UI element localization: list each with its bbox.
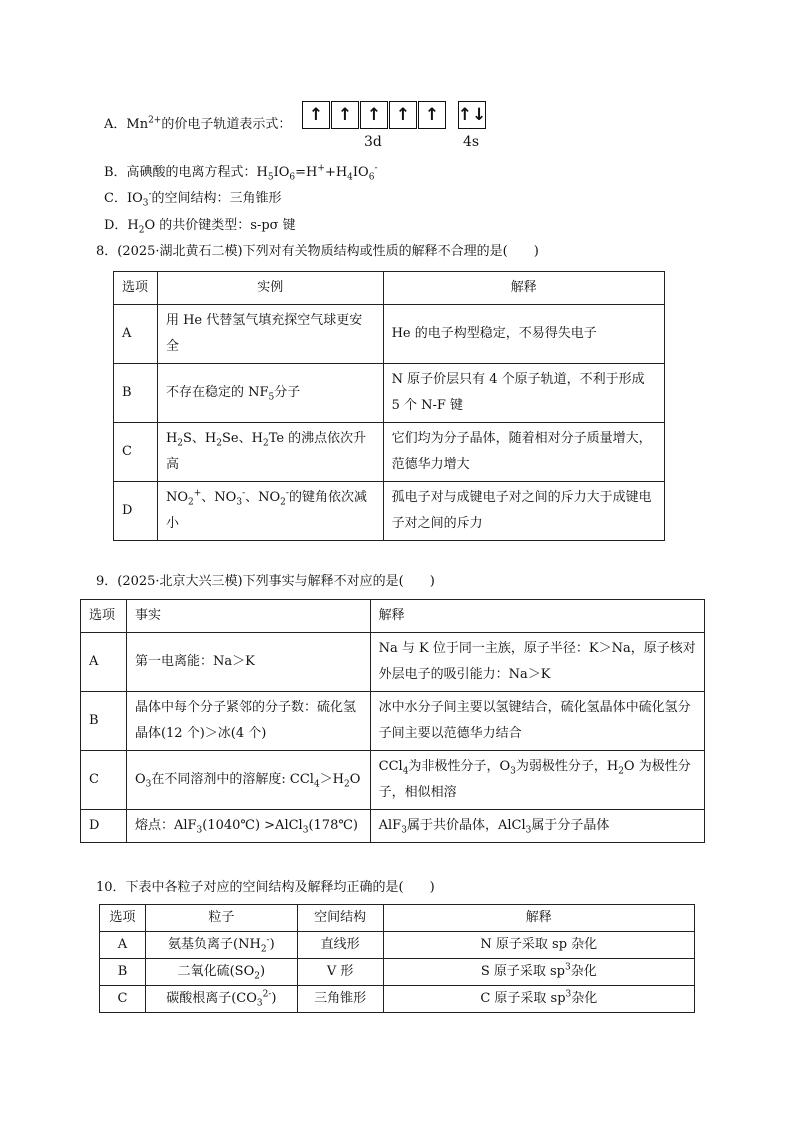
table-cell <box>157 364 383 423</box>
up-arrow-icon: ↑ <box>395 104 411 125</box>
cell-text: Te 的沸点依次升高 <box>165 431 367 472</box>
table-cell: 用 He 代替氢气填充探空气球更安全 <box>157 305 383 364</box>
table-cell: 冰中水分子间主要以氢键结合，硫化氢晶体中硫化氢分子间主要以范德华力结合 <box>370 692 704 751</box>
table-row <box>100 932 695 959</box>
table-header-row <box>100 905 695 932</box>
subscript: 2 <box>618 766 624 777</box>
orbital-box <box>302 101 330 129</box>
table-cell: A <box>81 633 127 692</box>
table-cell: 直线形 <box>297 932 383 959</box>
table-cell <box>126 810 370 843</box>
subscript: 3 <box>236 497 243 508</box>
cell-text: AlF <box>378 818 402 833</box>
table-cell: D <box>114 482 158 541</box>
option-text: 的空间结构：三角锥形 <box>151 191 282 206</box>
table-header: 选项 <box>100 905 146 932</box>
subscript: 3 <box>145 779 152 790</box>
cell-text: 氨基负离子(NH <box>168 937 261 952</box>
table-cell <box>370 810 704 843</box>
subscript: 2 <box>344 779 350 790</box>
table-cell: D <box>81 810 127 843</box>
table-cell: He 的电子构型稳定，不易得失电子 <box>383 305 664 364</box>
table-cell: A <box>114 305 158 364</box>
table-cell <box>370 751 704 810</box>
question-10-stem: 10．下表中各粒子对应的空间结构及解释均正确的是( ) <box>96 880 435 895</box>
superscript: 2+ <box>148 115 162 126</box>
subscript: 2 <box>280 497 286 508</box>
up-arrow-icon: ↑ <box>424 104 440 125</box>
table-cell: B <box>81 692 127 751</box>
table-cell <box>157 482 383 541</box>
question-8-stem: 8．(2025·湖北黄石二模)下列对有关物质结构或性质的解释不合理的是( ) <box>96 244 539 259</box>
subscript: 2 <box>138 225 145 236</box>
table-header: 空间结构 <box>297 905 383 932</box>
cell-text: 碳酸根离子(CO <box>166 991 257 1006</box>
cell-text: 分子 <box>274 385 301 400</box>
up-arrow-icon: ↑ <box>337 104 353 125</box>
subscript: 5 <box>268 392 275 403</box>
option-text: O 的共价键类型：s-pσ 键 <box>144 218 296 233</box>
table-cell <box>383 986 694 1013</box>
cell-text: 属于分子晶体 <box>531 818 610 833</box>
subscript: 2 <box>260 944 267 955</box>
subscript: 3 <box>302 825 309 836</box>
table-row <box>81 810 705 843</box>
subscript: 4 <box>313 779 320 790</box>
cell-text: 为弱极性分子，H <box>515 759 619 774</box>
cell-text: NO <box>165 490 188 505</box>
table-cell: B <box>114 364 158 423</box>
option-text: D．H <box>104 218 139 233</box>
table-cell <box>126 751 370 810</box>
table-cell <box>145 932 297 959</box>
option-7a <box>104 116 291 134</box>
table-header: 实例 <box>157 272 383 305</box>
orbital-box <box>389 101 417 129</box>
cell-text: (178℃) <box>308 818 358 833</box>
option-text: C．IO <box>104 191 143 206</box>
option-text: 的价电子轨道表示式： <box>161 117 292 132</box>
superscript: - <box>148 189 152 200</box>
cell-text: ) <box>259 964 266 979</box>
cell-text: 杂化 <box>571 991 598 1006</box>
table-cell <box>157 423 383 482</box>
cell-text: ) <box>271 991 277 1006</box>
subscript: 3 <box>142 198 149 209</box>
option-text: IO <box>273 165 290 180</box>
cell-text: 在不同溶剂中的溶解度: CCl <box>151 772 314 787</box>
table-header: 选项 <box>114 272 158 305</box>
table-cell: Na 与 K 位于同一主族，原子半径：K＞Na，原子核对外层电子的吸引能力：Na＞K <box>370 633 704 692</box>
option-text: IO <box>352 165 369 180</box>
superscript: - <box>242 488 246 499</box>
table-header: 解释 <box>383 905 694 932</box>
subscript: 3 <box>525 825 532 836</box>
table-row <box>114 305 665 364</box>
cell-text: ) <box>269 937 275 952</box>
cell-text: 熔点：AlF <box>134 818 197 833</box>
table-cell <box>145 986 297 1013</box>
option-text: B．高碘酸的电离方程式：H <box>104 165 268 180</box>
cell-text: O 为极性分子，相似相溶 <box>378 759 691 800</box>
cell-text: C 原子采取 sp <box>480 991 566 1006</box>
question-8-table <box>113 271 665 541</box>
superscript: 3 <box>565 962 571 973</box>
subscript: 3 <box>196 825 203 836</box>
subscript: 2 <box>262 438 269 449</box>
cell-text: H <box>165 431 178 446</box>
up-arrow-icon: ↑ <box>308 104 324 125</box>
table-cell: N 原子价层只有 4 个原子轨道，不利于形成 5 个 N-F 键 <box>383 364 664 423</box>
subscript: 6 <box>368 172 375 183</box>
cell-text: 、NO <box>201 490 237 505</box>
table-header-row <box>81 600 705 633</box>
cell-text: N 原子采取 sp 杂化 <box>480 937 598 952</box>
option-text: +H <box>324 165 348 180</box>
table-row <box>100 986 695 1013</box>
table-header: 解释 <box>383 272 664 305</box>
table-cell: 晶体中每个分子紧邻的分子数：硫化氢晶体(12 个)＞冰(4 个) <box>126 692 370 751</box>
orbital-box <box>458 101 486 129</box>
question-9-table <box>80 599 705 843</box>
table-cell: 它们均为分子晶体，随着相对分子质量增大，范德华力增大 <box>383 423 664 482</box>
table-header: 解释 <box>370 600 704 633</box>
table-cell: 孤电子对与成键电子对之间的斥力大于成键电子对之间的斥力 <box>383 482 664 541</box>
cell-text: Se、H <box>222 431 263 446</box>
table-cell: B <box>100 959 146 986</box>
option-7c <box>104 190 282 208</box>
subscript: 4 <box>347 172 353 183</box>
superscript: - <box>285 488 289 499</box>
cell-text: ＞H <box>319 772 345 787</box>
option-7d <box>104 217 296 235</box>
superscript: 3 <box>565 989 572 1000</box>
up-arrow-icon: ↑ <box>366 104 382 125</box>
table-row <box>81 633 705 692</box>
subscript: 3 <box>256 998 263 1009</box>
subscript: 4 <box>402 766 409 777</box>
table-cell <box>383 932 694 959</box>
table-cell: 第一电离能：Na＞K <box>126 633 370 692</box>
cell-text: CCl <box>378 759 403 774</box>
label-4s: 4s <box>463 134 480 150</box>
cell-text: (1040℃) >AlCl <box>202 818 303 833</box>
cell-text: S 原子采取 sp <box>480 964 565 979</box>
orbital-box <box>331 101 359 129</box>
cell-text: 不存在稳定的 NF <box>165 385 269 400</box>
table-header: 事实 <box>126 600 370 633</box>
orbital-box <box>360 101 388 129</box>
subscript: 2 <box>177 438 184 449</box>
table-header: 粒子 <box>145 905 297 932</box>
table-cell: V 形 <box>297 959 383 986</box>
table-row <box>81 692 705 751</box>
superscript: - <box>374 163 378 174</box>
table-cell: 三角锥形 <box>297 986 383 1013</box>
cell-text: 二氧化硫(SO <box>177 964 255 979</box>
cell-text: O <box>349 772 361 787</box>
superscript: + <box>317 163 325 174</box>
superscript: - <box>266 935 270 946</box>
subscript: 6 <box>289 172 296 183</box>
table-header: 选项 <box>81 600 127 633</box>
subscript: 3 <box>510 766 516 777</box>
subscript: 2 <box>254 971 260 982</box>
table-cell: A <box>100 932 146 959</box>
table-cell <box>383 959 694 986</box>
updown-arrow-icon: ↑↓ <box>457 104 487 125</box>
table-row <box>100 959 695 986</box>
table-cell <box>145 959 297 986</box>
option-text: A．Mn <box>104 117 149 132</box>
label-3d: 3d <box>364 134 382 150</box>
table-row <box>114 482 665 541</box>
subscript: 2 <box>188 497 194 508</box>
subscript: 3 <box>401 825 407 836</box>
question-9-stem: 9．(2025·北京大兴三模)下列事实与解释不对应的是( ) <box>96 574 435 589</box>
option-7b <box>104 164 377 182</box>
cell-text: 属于共价晶体，AlCl <box>406 818 526 833</box>
cell-text: 、NO <box>245 490 281 505</box>
table-header-row <box>114 272 665 305</box>
cell-text: 为非极性分子，O <box>408 759 511 774</box>
subscript: 5 <box>267 172 274 183</box>
table-row <box>81 751 705 810</box>
superscript: + <box>193 488 202 499</box>
table-cell: C <box>114 423 158 482</box>
cell-text: S、H <box>183 431 217 446</box>
subscript: 2 <box>216 438 223 449</box>
superscript: 2- <box>262 989 272 1000</box>
orbital-box <box>418 101 446 129</box>
table-row <box>114 364 665 423</box>
cell-text: 的键角依次减小 <box>165 490 367 531</box>
table-cell: C <box>100 986 146 1013</box>
cell-text: O <box>134 772 146 787</box>
question-10-table <box>99 904 695 1013</box>
table-cell: C <box>81 751 127 810</box>
table-row <box>114 423 665 482</box>
cell-text: 杂化 <box>570 964 597 979</box>
option-text: =H <box>295 165 318 180</box>
